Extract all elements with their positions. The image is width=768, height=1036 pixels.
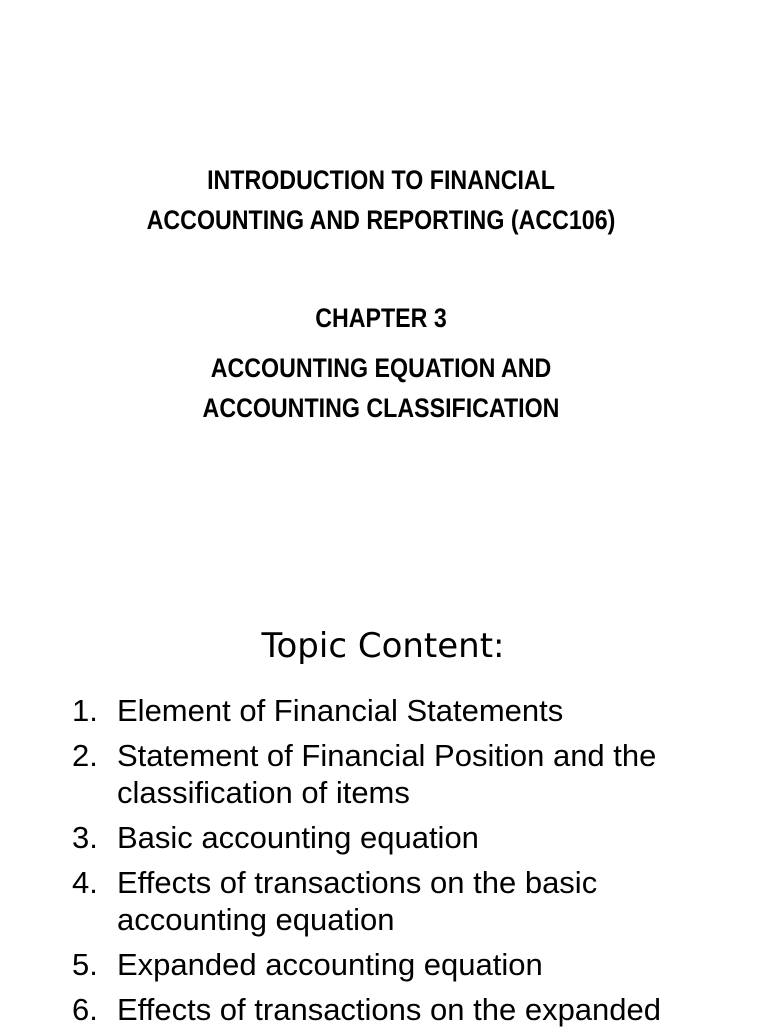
topic-slide <box>0 600 768 1027</box>
list-item <box>0 946 768 983</box>
list-item <box>0 692 768 729</box>
topic-line: classification of items <box>117 775 410 810</box>
topic-number: 6. <box>72 992 98 1027</box>
list-item <box>0 737 768 811</box>
topic-text <box>117 946 748 983</box>
list-item <box>0 819 768 856</box>
course-title-line: INTRODUCTION TO FINANCIAL <box>207 165 555 195</box>
course-title-line: ACCOUNTING AND REPORTING (ACC106) <box>146 205 616 235</box>
chapter-title-line: ACCOUNTING EQUATION AND <box>210 353 552 383</box>
topic-number: 1. <box>72 693 98 728</box>
topic-text <box>117 864 748 938</box>
topic-line: Expanded accounting equation <box>117 947 543 982</box>
topic-text <box>117 692 748 729</box>
topic-number: 4. <box>72 865 98 900</box>
course-title <box>53 160 708 240</box>
topic-number: 5. <box>72 947 98 982</box>
topic-list <box>0 692 768 1036</box>
chapter-title-line: ACCOUNTING CLASSIFICATION <box>202 393 560 423</box>
topic-line: Effects of transactions on the basic <box>117 865 598 900</box>
chapter-block <box>53 298 708 428</box>
topic-line: Basic accounting equation <box>117 820 479 855</box>
topic-line: Element of Financial Statements <box>117 693 564 728</box>
list-item <box>0 991 768 1028</box>
topic-text <box>117 819 748 856</box>
topic-number: 3. <box>72 820 98 855</box>
topic-line: Statement of Financial Position and the <box>117 738 657 773</box>
topic-line: Effects of transactions on the expanded <box>117 992 662 1027</box>
topic-number: 2. <box>72 738 98 773</box>
list-item <box>0 864 768 938</box>
chapter-label: CHAPTER 3 <box>315 303 447 333</box>
topic-text <box>117 737 748 811</box>
topic-heading: Topic Content: <box>261 626 505 666</box>
topic-line: accounting equation <box>117 902 395 937</box>
topic-text <box>117 991 748 1028</box>
